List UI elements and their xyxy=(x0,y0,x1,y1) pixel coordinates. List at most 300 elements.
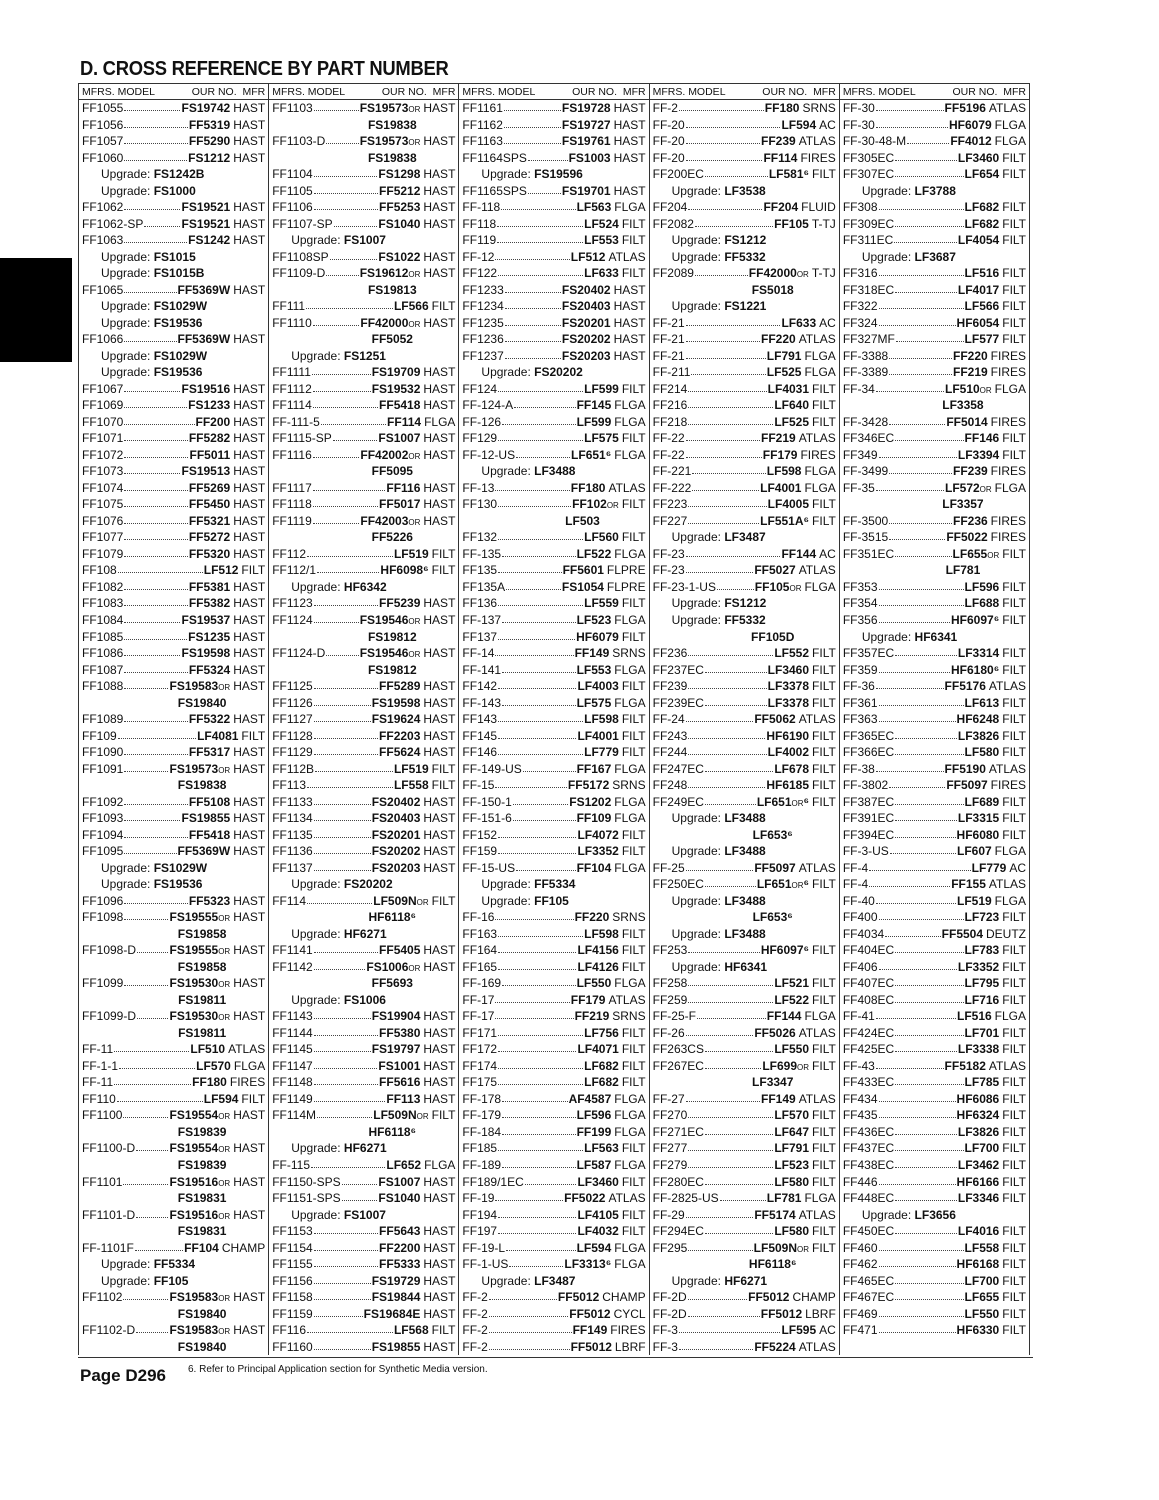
our-part-number: FF5108 xyxy=(188,794,231,809)
dot-leader xyxy=(879,711,956,722)
or-marker: OR xyxy=(606,501,619,511)
dot-leader xyxy=(895,1190,957,1201)
our-part-number: LF652 xyxy=(386,1158,422,1172)
dot-leader xyxy=(314,843,371,854)
our-part-number: FF219 xyxy=(952,365,988,380)
mfr-model: FF-12-US xyxy=(462,447,516,462)
mfr-model: FF114M xyxy=(272,1108,316,1123)
mfr-code: FILT xyxy=(1002,728,1027,743)
upgrade-row xyxy=(650,843,839,860)
table-row xyxy=(840,1008,1029,1025)
dot-leader xyxy=(498,1223,576,1234)
our-part-number: FF5196 xyxy=(944,101,986,115)
header-ourno: OUR NO. MFR xyxy=(381,85,456,98)
mfr-model: FF247EC xyxy=(652,761,704,776)
mfr-model: FF-25 xyxy=(652,860,685,875)
our-part-number: FS20203 xyxy=(561,348,611,363)
mfr-model: FF1057 xyxy=(82,134,124,149)
mfr-model: FF119 xyxy=(462,233,497,248)
our-part-number: FF114 xyxy=(763,150,798,165)
mfr-model: FF450EC xyxy=(842,1224,895,1239)
dot-leader xyxy=(314,794,371,805)
mfr-code: ATLAS xyxy=(608,249,646,264)
our-part-number: HF6080 xyxy=(956,827,1000,842)
our-part-number: FS19904 xyxy=(371,1009,421,1024)
dot-leader xyxy=(498,926,583,937)
upgrade-row xyxy=(79,364,268,381)
dot-leader xyxy=(498,1140,583,1151)
mfr-code: FILT xyxy=(621,679,646,694)
dot-leader xyxy=(314,860,371,871)
table-row xyxy=(650,761,839,778)
or-marker: OR xyxy=(791,798,804,808)
dot-leader xyxy=(313,513,360,524)
our-part-number: LF3315 xyxy=(957,811,1000,826)
mfr-model: FF1096 xyxy=(82,893,124,908)
table-row xyxy=(840,794,1029,811)
table-row xyxy=(269,1058,458,1075)
continuation-row xyxy=(269,331,458,348)
mfr-code: HAST xyxy=(423,1306,456,1321)
dot-leader xyxy=(688,1157,773,1168)
table-row xyxy=(650,166,839,183)
mfr-model: FF-23-1-US xyxy=(652,579,716,594)
our-part-number: LF781 xyxy=(766,1191,802,1206)
mfr-code: FILT xyxy=(1002,1091,1027,1106)
our-part-number: FS1003 xyxy=(568,150,611,165)
upgrade-row xyxy=(269,579,458,596)
mfr-model: FF-149-US xyxy=(462,761,522,776)
dot-leader xyxy=(895,166,963,177)
or-marker: OR xyxy=(796,270,809,280)
mfr-code: FILT xyxy=(621,629,646,644)
mfr-model: FF1101-D xyxy=(82,1207,136,1222)
dot-leader xyxy=(498,678,576,689)
mfr-model: FF-15-US xyxy=(462,860,516,875)
mfr-code: HAST xyxy=(233,497,266,512)
table-row xyxy=(650,1306,839,1323)
mfr-code: LBRF xyxy=(614,1339,646,1354)
our-part-number: LF568 xyxy=(393,1323,429,1338)
upgrade-row xyxy=(269,232,458,249)
mfr-model: FF-20 xyxy=(652,117,685,132)
dot-leader xyxy=(686,1025,754,1036)
upgrade-label: Upgrade: xyxy=(101,877,151,892)
mfr-model: FF1066 xyxy=(82,332,124,347)
mfr-code: FILT xyxy=(1002,646,1027,661)
table-row xyxy=(269,942,458,959)
table-row xyxy=(459,678,648,695)
our-part-number: HF6271 xyxy=(343,926,387,941)
table-row xyxy=(650,1025,839,1042)
continuation-row xyxy=(269,463,458,480)
dot-leader xyxy=(313,397,378,408)
mfr-code: ATLAS xyxy=(228,1042,266,1057)
our-part-number: FS1054 xyxy=(561,579,604,594)
our-part-number: FF155 xyxy=(951,877,986,892)
mfr-model: FF227 xyxy=(652,513,688,528)
dot-leader xyxy=(876,1058,944,1069)
table-row xyxy=(840,1289,1029,1306)
dot-leader xyxy=(498,529,583,540)
our-part-number: FF113 xyxy=(386,1091,421,1106)
mfr-model: FF1110 xyxy=(272,315,312,330)
or-marker: OR xyxy=(218,765,231,775)
continuation-row xyxy=(269,282,458,299)
our-part-number: FF5282 xyxy=(188,431,231,446)
table-row xyxy=(840,1140,1029,1157)
our-part-number: FS1235 xyxy=(188,629,231,644)
dot-leader xyxy=(314,827,371,838)
table-row xyxy=(840,150,1029,167)
mfr-code: FLGA xyxy=(614,811,646,826)
dot-leader xyxy=(314,728,378,739)
table-row xyxy=(840,1074,1029,1091)
mfr-code: FILT xyxy=(1002,910,1027,925)
or-marker: OR xyxy=(416,897,429,907)
mfr-model: FF1123 xyxy=(272,596,313,611)
upgrade-row xyxy=(840,1207,1029,1224)
our-part-number: FS1001 xyxy=(378,1058,421,1073)
mfr-code: HAST xyxy=(233,712,266,727)
our-part-number: LF4016 xyxy=(957,1224,1000,1239)
dot-leader xyxy=(686,711,754,722)
mfr-model: FF1062-SP xyxy=(82,216,144,231)
mfr-code: HAST xyxy=(233,398,266,413)
table-row xyxy=(459,1339,648,1356)
dot-leader xyxy=(124,645,180,656)
mfr-code: CHAMP xyxy=(602,1290,646,1305)
mfr-model: FF1144 xyxy=(272,1025,313,1040)
dot-leader xyxy=(705,1223,773,1234)
mfr-code: FILT xyxy=(812,1224,836,1239)
our-part-number: FS19812 xyxy=(367,629,417,644)
table-row xyxy=(459,1256,648,1273)
table-row xyxy=(79,117,268,134)
mfr-model: FF111 xyxy=(272,299,306,314)
our-part-number: LF559 xyxy=(584,596,619,611)
upgrade-row xyxy=(79,876,268,893)
our-part-number: LF785 xyxy=(964,1075,1000,1090)
dot-leader xyxy=(495,777,566,788)
our-part-number: FF5450 xyxy=(188,497,231,512)
table-row xyxy=(459,579,648,596)
dot-leader xyxy=(895,1289,963,1300)
our-part-number: FF204 xyxy=(763,200,799,215)
mfr-model: FF214 xyxy=(652,381,688,396)
mfr-code: FLGA xyxy=(614,1240,646,1255)
mfr-code: HAST xyxy=(233,596,266,611)
continuation-row xyxy=(269,629,458,646)
our-part-number: LF550 xyxy=(774,1042,810,1057)
mfr-model: FF1151-SPS xyxy=(272,1191,341,1206)
our-part-number: LF3347 xyxy=(752,1075,794,1090)
mfr-code: FILT xyxy=(431,761,456,776)
mfr-code: ATLAS xyxy=(798,1207,836,1222)
table-row xyxy=(840,1256,1029,1273)
our-part-number: LF575 xyxy=(576,695,612,710)
our-part-number: FF5380 xyxy=(379,1025,421,1040)
mfr-code: FLGA xyxy=(614,1091,646,1106)
mfr-model: FF-2 xyxy=(652,101,678,115)
table-row xyxy=(650,1008,839,1025)
our-part-number: HF6086 xyxy=(956,1091,1000,1106)
table-row xyxy=(650,1091,839,1108)
table-row xyxy=(79,579,268,596)
table-row xyxy=(269,645,458,662)
our-part-number: LF596 xyxy=(964,579,1000,594)
mfr-code: FLGA xyxy=(233,1058,266,1073)
table-row xyxy=(459,1091,648,1108)
dot-leader xyxy=(688,513,759,524)
dot-leader xyxy=(498,711,583,722)
mfr-model: FF-3802 xyxy=(842,778,889,793)
mfr-model: FF354 xyxy=(842,596,878,611)
dot-leader xyxy=(314,711,371,722)
table-row xyxy=(79,1140,268,1157)
mfr-code: ATLAS xyxy=(988,1058,1027,1073)
our-part-number: LF519 xyxy=(393,761,429,776)
column-header xyxy=(650,83,839,100)
table-row xyxy=(79,513,268,530)
our-part-number: FF105D xyxy=(751,629,795,644)
mfr-model: FF404EC xyxy=(842,943,895,958)
upgrade-row xyxy=(79,166,268,183)
our-part-number: LF563 xyxy=(576,200,612,215)
mfr-code: FILT xyxy=(812,877,836,892)
mfr-model: FF425EC xyxy=(842,1042,895,1057)
mfr-model: FF-22 xyxy=(652,447,685,462)
continuation-row xyxy=(840,496,1029,513)
dot-leader xyxy=(686,447,762,458)
our-part-number: FS19728 xyxy=(561,101,611,115)
our-part-number: LF558 xyxy=(393,778,429,793)
mfr-model: FF1103 xyxy=(272,101,313,115)
mfr-model: FF-21 xyxy=(652,315,685,330)
table-row xyxy=(650,447,839,464)
mfr-model: FF263CS xyxy=(652,1042,704,1057)
table-row xyxy=(79,1074,268,1091)
table-row xyxy=(840,777,1029,794)
dot-leader xyxy=(498,843,576,854)
upgrade-row xyxy=(650,1273,839,1290)
mfr-code: FILT xyxy=(812,167,836,182)
mfr-code: FILT xyxy=(812,381,836,396)
table-row xyxy=(840,761,1029,778)
mfr-code: FILT xyxy=(1002,794,1027,809)
upgrade-row xyxy=(269,1140,458,1157)
our-part-number: FS19709 xyxy=(371,365,421,380)
mfr-model: FF1060 xyxy=(82,150,124,165)
mfr-model: FF-23 xyxy=(652,563,685,578)
mfr-code: FILT xyxy=(1002,1075,1027,1090)
mfr-model: FF1234 xyxy=(462,299,504,314)
upgrade-label: Upgrade: xyxy=(101,183,151,198)
continuation-row xyxy=(79,1339,268,1356)
mfr-model: FF351EC xyxy=(842,546,895,561)
dot-leader xyxy=(679,100,764,111)
our-part-number: FF239 xyxy=(952,464,988,479)
mfr-model: FF1099 xyxy=(82,976,124,991)
our-part-number: FF102OR xyxy=(572,497,619,512)
table-row xyxy=(840,827,1029,844)
dot-leader xyxy=(118,562,203,573)
mfr-model: FF1092 xyxy=(82,794,124,809)
table-row xyxy=(840,942,1029,959)
dot-leader xyxy=(506,1240,575,1251)
continuation-row xyxy=(269,662,458,679)
mfr-code: FILT xyxy=(1002,150,1027,165)
table-row xyxy=(79,1207,268,1224)
our-part-number: FF5624 xyxy=(379,745,421,760)
mfr-model: FF-222 xyxy=(652,480,692,495)
mfr-code: ATLAS xyxy=(988,761,1027,776)
dot-leader xyxy=(879,1306,964,1317)
table-row xyxy=(269,794,458,811)
mfr-code: HAST xyxy=(423,1091,456,1106)
our-part-number: LF521 xyxy=(774,976,810,991)
mfr-model: FF1104 xyxy=(272,167,313,182)
table-row xyxy=(840,1174,1029,1191)
our-part-number: LF522 xyxy=(576,546,612,561)
mfr-model: FF408EC xyxy=(842,992,895,1007)
our-part-number: FF109 xyxy=(576,811,612,826)
mfr-model: FF-126 xyxy=(462,414,502,429)
our-part-number: FF5382 xyxy=(188,596,231,611)
upgrade-row xyxy=(840,629,1029,646)
mfr-code: FILT xyxy=(431,546,456,561)
upgrade-row xyxy=(459,463,648,480)
dot-leader xyxy=(688,992,773,1003)
our-part-number: HF6185 xyxy=(766,778,810,793)
mfr-code: FILT xyxy=(1002,1042,1027,1057)
our-part-number: FF220 xyxy=(574,910,610,925)
table-row xyxy=(459,100,648,117)
dot-leader xyxy=(124,761,168,772)
mfr-code: ATLAS xyxy=(798,1025,836,1040)
table-row xyxy=(459,777,648,794)
mfr-code: HAST xyxy=(613,117,646,132)
table-row xyxy=(269,562,458,579)
our-part-number: FF5320 xyxy=(188,546,231,561)
mfr-model: FF-118 xyxy=(462,200,501,215)
table-row xyxy=(650,1157,839,1174)
table-row xyxy=(79,447,268,464)
mfr-model: FF175 xyxy=(462,1075,498,1090)
mfr-code: FILT xyxy=(812,976,836,991)
continuation-row xyxy=(650,1256,839,1273)
mfr-code: FLPRE xyxy=(606,579,646,594)
our-part-number: FF5017 xyxy=(379,497,421,512)
dot-leader xyxy=(314,744,378,755)
our-part-number: FF5182 xyxy=(944,1058,986,1073)
dot-leader xyxy=(314,612,359,623)
mfr-code: ATLAS xyxy=(798,712,836,727)
mfr-model: FF-21 xyxy=(652,348,685,363)
table-row xyxy=(840,546,1029,563)
our-part-number: FF5097 xyxy=(754,860,796,875)
dot-leader xyxy=(514,397,575,408)
mfr-code: HAST xyxy=(233,480,266,495)
mfr-code: HAST xyxy=(423,712,456,727)
dot-leader xyxy=(314,1041,371,1052)
dot-leader xyxy=(890,843,956,854)
mfr-model: FF1099-D xyxy=(82,1009,137,1024)
table-row xyxy=(840,529,1029,546)
mfr-code: FLGA xyxy=(994,844,1027,859)
table-row xyxy=(650,645,839,662)
table-row xyxy=(269,959,458,976)
our-part-number: FF5317 xyxy=(188,745,231,760)
mfr-model: FF237EC xyxy=(652,662,704,677)
dot-leader xyxy=(124,463,180,474)
table-row xyxy=(79,1240,268,1257)
upgrade-label: Upgrade: xyxy=(291,992,341,1007)
table-row xyxy=(840,315,1029,332)
table-row xyxy=(650,397,839,414)
our-part-number: LF4032 xyxy=(577,1224,619,1239)
table-row xyxy=(79,662,268,679)
upgrade-label: Upgrade: xyxy=(101,365,151,380)
table-row xyxy=(459,1174,648,1191)
mfr-code: FIRES xyxy=(229,1075,266,1090)
upgrade-label: Upgrade: xyxy=(671,183,721,198)
our-part-number: FS1242 xyxy=(188,233,231,248)
header-ourno: OUR NO. MFR xyxy=(191,85,266,98)
table-row xyxy=(840,1091,1029,1108)
dot-leader xyxy=(334,216,378,227)
our-part-number: LF3313⁶ xyxy=(564,1257,612,1272)
dot-leader xyxy=(705,1058,761,1069)
upgrade-row xyxy=(269,992,458,1009)
table-row xyxy=(459,1157,648,1174)
our-part-number: LF783 xyxy=(964,943,1000,958)
our-part-number: LF633 xyxy=(584,266,619,281)
mfr-model: FF152 xyxy=(462,827,498,842)
mfr-code: FILT xyxy=(621,530,646,545)
mfr-code: FLGA xyxy=(614,447,646,462)
our-part-number: HF6324 xyxy=(956,1108,1000,1123)
our-part-number: LF3488 xyxy=(724,893,766,908)
table-row xyxy=(79,827,268,844)
mfr-code: FLGA xyxy=(614,662,646,677)
mfr-code: FILT xyxy=(812,1174,836,1189)
table-row xyxy=(459,1124,648,1141)
mfr-code: SRNS xyxy=(612,778,646,793)
table-row xyxy=(650,265,839,282)
dot-leader xyxy=(502,612,575,623)
continuation-row xyxy=(79,1157,268,1174)
our-part-number: LF701 xyxy=(964,1025,1000,1040)
table-row xyxy=(840,364,1029,381)
mfr-model: FF437EC xyxy=(842,1141,895,1156)
our-part-number: FF5052 xyxy=(371,332,413,347)
mfr-code: FILT xyxy=(1002,1273,1027,1288)
mfr-code: HAST xyxy=(233,150,266,165)
dot-leader xyxy=(895,992,963,1003)
upgrade-label: Upgrade: xyxy=(671,596,721,611)
mfr-code: HAST xyxy=(233,233,266,248)
upgrade-row xyxy=(459,166,648,183)
mfr-code: FILT xyxy=(1002,959,1027,974)
mfr-model: FF-221 xyxy=(652,464,692,479)
mfr-model: FF1118 xyxy=(272,497,312,512)
table-row xyxy=(840,1124,1029,1141)
mfr-model: FF361 xyxy=(842,695,878,710)
mfr-code: FILT xyxy=(1002,579,1027,594)
dot-leader xyxy=(495,645,573,656)
table-column xyxy=(650,83,840,1355)
